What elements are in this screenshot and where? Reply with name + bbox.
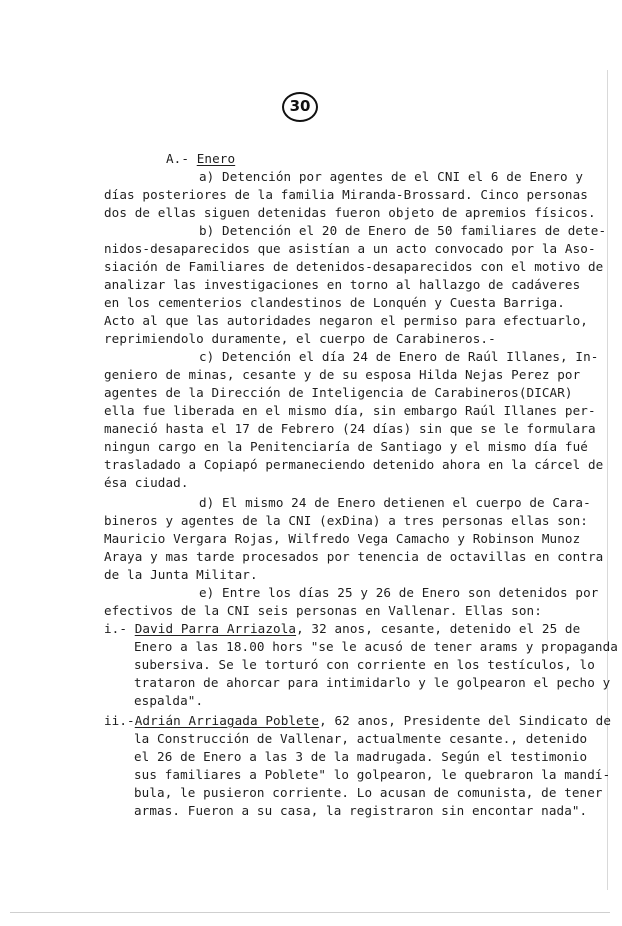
section-title: Enero (196, 151, 236, 166)
section-heading (166, 150, 235, 167)
paragraph-line: analizar las investigaciones en torno al hallazgo de cadáveres (104, 277, 581, 292)
paragraph-line: nidos-desaparecidos que asistían a un acto convocado por la Aso- (104, 241, 596, 256)
item-text: , 32 anos, cesante, detenido el 25 de (296, 621, 581, 636)
paragraph-line: ningun cargo en la Penitenciaría de Santiago y el mismo día fué (104, 439, 588, 454)
item-line: armas. Fueron a su casa, la registraron sin encontar nada". (134, 803, 588, 818)
paragraph-line: d) El mismo 24 de Enero detienen el cuerpo de Cara- (199, 495, 591, 510)
top-margin (0, 0, 622, 62)
list-marker: i.- (104, 621, 135, 636)
item-line: la Construcción de Vallenar, actualmente cesante., detenido (134, 731, 588, 746)
person-name: Adrián Arriagada Poblete (134, 713, 320, 728)
paragraph-line: geniero de minas, cesante y de su esposa Hilda Nejas Perez por (104, 367, 581, 382)
item-line: el 26 de Enero a las 3 de la madrugada. Según el testimonio (134, 749, 588, 764)
paragraph-line: Araya y mas tarde procesados por tenencia de octavillas en contra (104, 549, 604, 564)
paragraph-line: de la Junta Militar. (104, 567, 258, 582)
paragraph-line: a) Detención por agentes de el CNI el 6 de Enero y (199, 169, 584, 184)
paragraph-line: agentes de la Dirección de Inteligencia de Carabineros(DICAR) (104, 385, 573, 400)
paragraph-line: e) Entre los días 25 y 26 de Enero son detenidos por (199, 585, 599, 600)
list-marker: ii.- (104, 713, 135, 728)
list-item-ii (104, 712, 611, 729)
page-edge-bottom (10, 912, 610, 913)
item-line: trataron de ahorcar para intimidarlo y le golpearon el pecho y (134, 675, 611, 690)
paragraph-line: siación de Familiares de detenidos-desaparecidos con el motivo de (104, 259, 604, 274)
paragraph-line: en los cementerios clandestinos de Lonquén y Cuesta Barriga. (104, 295, 565, 310)
paragraph-line: bineros y agentes de la CNI (exDina) a tres personas ellas son: (104, 513, 588, 528)
item-line: sus familiares a Poblete" lo golpearon, le quebraron la mandí- (134, 767, 611, 782)
paragraph-line: c) Detención el día 24 de Enero de Raúl Illanes, In- (199, 349, 599, 364)
item-line: espalda". (134, 693, 204, 708)
item-line: subersiva. Se le torturó con corriente en los testículos, lo (134, 657, 595, 672)
paragraph-line: ella fue liberada en el mismo día, sin embargo Raúl Illanes per- (104, 403, 596, 418)
paragraph-line: días posteriores de la familia Miranda-Brossard. Cinco personas (104, 187, 588, 202)
paragraph-line: b) Detención el 20 de Enero de 50 familiares de dete- (199, 223, 607, 238)
paragraph-line: ésa ciudad. (104, 475, 189, 490)
list-item-i (104, 620, 580, 637)
paragraph-line: trasladado a Copiapó permaneciendo detenido ahora en la cárcel de (104, 457, 604, 472)
item-line: bula, le pusieron corriente. Lo acusan de comunista, de tener (134, 785, 603, 800)
item-line: Enero a las 18.00 hors "se le acusó de tener arams y propaganda (134, 639, 618, 654)
page-number-circle: 30 (282, 92, 318, 122)
section-prefix: A.- (166, 151, 197, 166)
person-name: David Parra Arriazola (134, 621, 297, 636)
paragraph-line: efectivos de la CNI seis personas en Vallenar. Ellas son: (104, 603, 542, 618)
paragraph-line: Mauricio Vergara Rojas, Wilfredo Vega Camacho y Robinson Munoz (104, 531, 581, 546)
item-text: , 62 anos, Presidente del Sindicato de (319, 713, 612, 728)
paragraph-line: dos de ellas siguen detenidas fueron objeto de apremios físicos. (104, 205, 596, 220)
paragraph-line: Acto al que las autoridades negaron el permiso para efectuarlo, (104, 313, 588, 328)
paragraph-line: reprimiendolo duramente, el cuerpo de Carabineros.- (104, 331, 496, 346)
paragraph-line: maneció hasta el 17 de Febrero (24 días) sin que se le formulara (104, 421, 596, 436)
